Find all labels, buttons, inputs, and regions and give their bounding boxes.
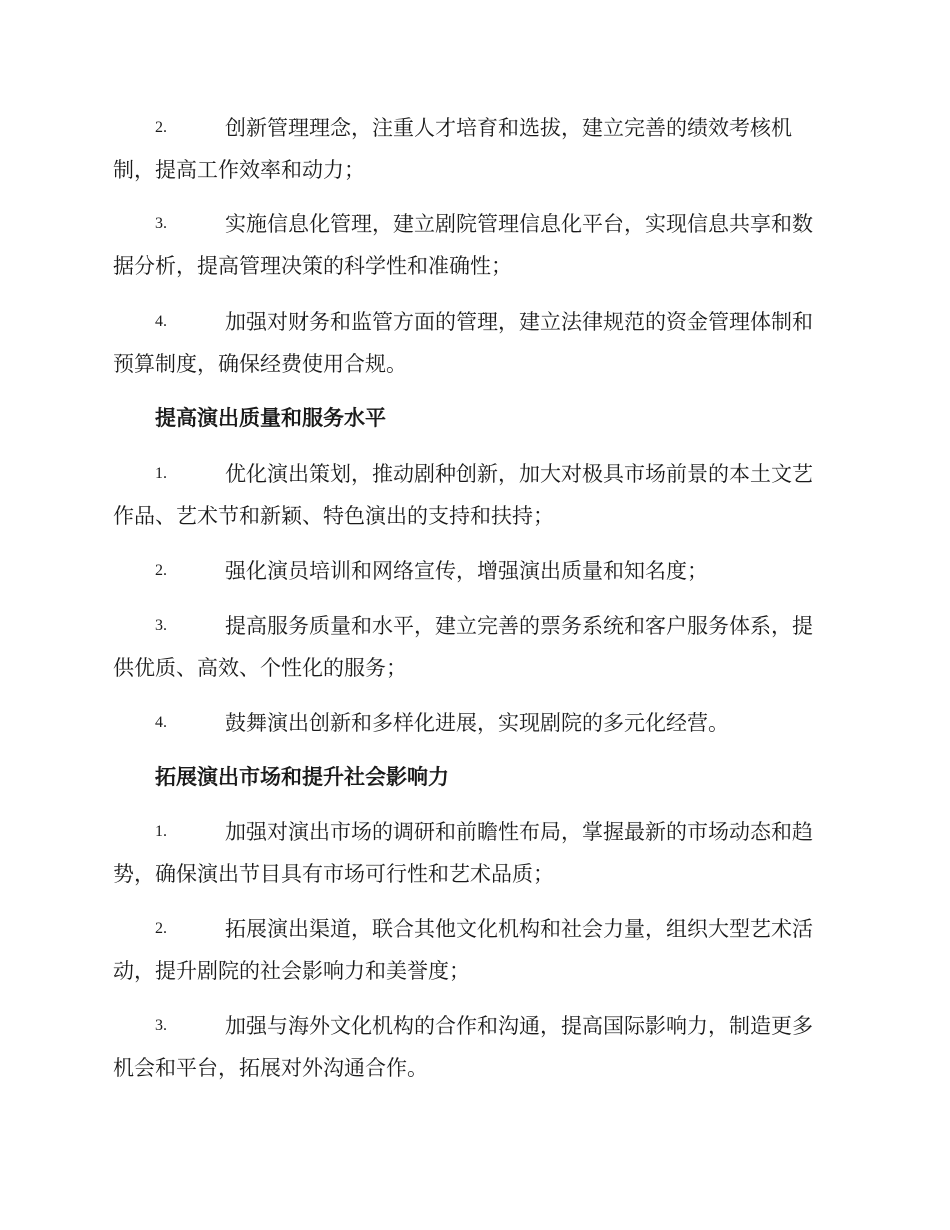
list-number: 3.	[155, 215, 167, 232]
list-number: 4.	[155, 714, 167, 731]
section-heading: 提高演出质量和服务水平	[155, 405, 386, 430]
list-number: 1.	[155, 823, 167, 840]
list-text-continued: 机会和平台，拓展对外沟通合作。	[113, 1056, 428, 1080]
list-number: 4.	[155, 313, 167, 330]
list-number: 3.	[155, 1017, 167, 1034]
list-text-continued: 动，提升剧院的社会影响力和美誉度；	[113, 959, 470, 983]
list-text: 实施信息化管理，建立剧院管理信息化平台，实现信息共享和数	[225, 212, 813, 236]
list-text-continued: 供优质、高效、个性化的服务；	[113, 656, 407, 680]
list-text: 优化演出策划，推动剧种创新，加大对极具市场前景的本土文艺	[225, 462, 813, 486]
list-text-continued: 预算制度，确保经费使用合规。	[113, 352, 407, 376]
list-text: 创新管理理念，注重人才培育和选拔，建立完善的绩效考核机	[225, 116, 792, 140]
list-text-continued: 势，确保演出节目具有市场可行性和艺术品质；	[113, 862, 554, 886]
list-text-continued: 据分析，提高管理决策的科学性和准确性；	[113, 254, 512, 278]
list-text: 鼓舞演出创新和多样化进展，实现剧院的多元化经营。	[225, 711, 729, 735]
list-number: 3.	[155, 617, 167, 634]
list-text: 加强对财务和监管方面的管理，建立法律规范的资金管理体制和	[225, 310, 813, 334]
list-text: 加强与海外文化机构的合作和沟通，提高国际影响力，制造更多	[225, 1014, 813, 1038]
list-number: 2.	[155, 920, 167, 937]
list-text-continued: 作品、艺术节和新颖、特色演出的支持和扶持；	[113, 504, 554, 528]
list-text: 加强对演出市场的调研和前瞻性布局，掌握最新的市场动态和趋	[225, 820, 813, 844]
list-number: 2.	[155, 119, 167, 136]
list-number: 2.	[155, 562, 167, 579]
section-heading: 拓展演出市场和提升社会影响力	[155, 764, 449, 789]
list-text: 提高服务质量和水平，建立完善的票务系统和客户服务体系，提	[225, 614, 813, 638]
list-number: 1.	[155, 465, 167, 482]
list-text: 拓展演出渠道，联合其他文化机构和社会力量，组织大型艺术活	[225, 917, 813, 941]
list-text-continued: 制，提高工作效率和动力；	[113, 158, 365, 182]
list-text: 强化演员培训和网络宣传，增强演出质量和知名度；	[225, 559, 708, 583]
